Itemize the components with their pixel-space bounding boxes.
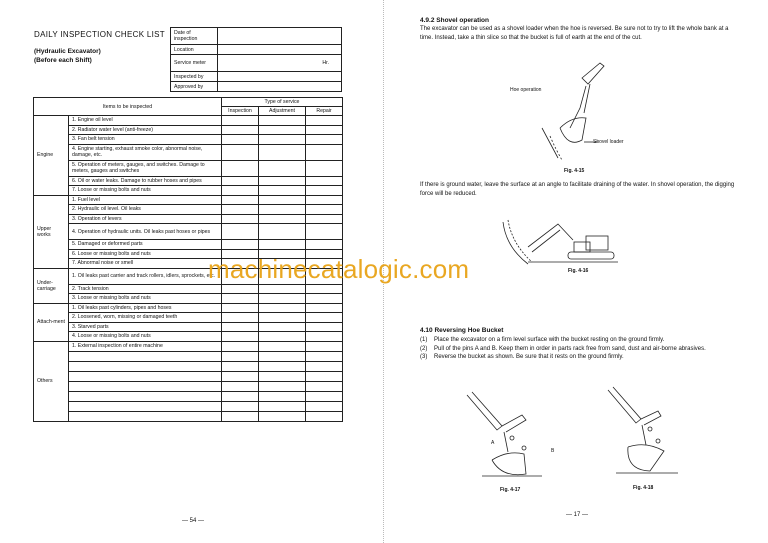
header-value-date[interactable] xyxy=(218,28,342,45)
cell[interactable] xyxy=(222,135,259,145)
cell[interactable] xyxy=(259,401,306,411)
header-label-date: Date of inspection xyxy=(171,28,218,45)
cell[interactable] xyxy=(306,401,343,411)
cell[interactable] xyxy=(222,160,259,176)
left-page-number: — 54 — xyxy=(182,518,205,524)
item: 2. Hydraulic oil level. Oil leaks xyxy=(69,205,222,215)
header-label-service-meter: Service meter xyxy=(171,55,218,72)
service-meter-unit: Hr. xyxy=(322,60,329,66)
item[interactable] xyxy=(69,411,222,421)
cell[interactable] xyxy=(306,240,343,250)
item: 1. Engine oil level xyxy=(69,116,222,126)
cell[interactable] xyxy=(306,135,343,145)
cell[interactable] xyxy=(259,303,306,313)
step-2 xyxy=(420,345,750,354)
cell[interactable] xyxy=(306,332,343,342)
cell[interactable] xyxy=(222,341,259,351)
cell[interactable] xyxy=(306,160,343,176)
section-4-9-2-text: The excavator can be used as a shovel loader when the hoe is reversed. Be sure not to try to lift the whole bank at a time. Instead, take a thin slice so that the bucket is full of earth at the end of the cut. xyxy=(420,26,729,41)
cell[interactable] xyxy=(259,391,306,401)
cell[interactable] xyxy=(222,351,259,361)
item: 7. Loose or missing bolts and nuts xyxy=(69,186,222,196)
cell[interactable] xyxy=(306,224,343,240)
group-upper-works: Upper works xyxy=(34,195,69,268)
item[interactable] xyxy=(69,371,222,381)
item: 4. Engine starting, exhaust smoke color, abnormal noise, damage, etc. xyxy=(69,144,222,160)
header-info-table xyxy=(170,27,342,92)
group-others: Others xyxy=(34,341,69,421)
cell[interactable] xyxy=(259,322,306,332)
cell[interactable] xyxy=(222,303,259,313)
cell[interactable] xyxy=(259,313,306,323)
cell[interactable] xyxy=(306,391,343,401)
item: 7. Abnormal noise or smell xyxy=(69,259,222,269)
item[interactable] xyxy=(69,361,222,371)
cell[interactable] xyxy=(306,116,343,126)
item: 1. Fuel level xyxy=(69,195,222,205)
cell[interactable] xyxy=(222,116,259,126)
fig-4-18-illustration xyxy=(598,385,688,480)
cell[interactable] xyxy=(259,195,306,205)
cell[interactable] xyxy=(306,351,343,361)
cell[interactable] xyxy=(306,341,343,351)
fig-4-15-label-hoe: Hoe operation xyxy=(510,87,542,93)
cell[interactable] xyxy=(222,381,259,391)
cell[interactable] xyxy=(306,214,343,224)
cell[interactable] xyxy=(259,361,306,371)
header-label-location: Location xyxy=(171,45,218,55)
cell[interactable] xyxy=(306,144,343,160)
cell[interactable] xyxy=(306,381,343,391)
fig-4-17-illustration xyxy=(462,390,572,485)
fig-4-18-caption: Fig. 4-18 xyxy=(633,485,654,491)
checklist-title: DAILY INSPECTION CHECK LIST xyxy=(34,30,165,39)
cell[interactable] xyxy=(306,411,343,421)
header-value-inspected-by[interactable] xyxy=(218,72,342,82)
item: 5. Operation of meters, gauges, and switches. Damage to meters, gauges and switches xyxy=(69,160,222,176)
cell[interactable] xyxy=(306,313,343,323)
fig-4-17-label-a: A xyxy=(491,440,495,446)
group-engine: Engine xyxy=(34,116,69,196)
cell[interactable] xyxy=(222,240,259,250)
cell[interactable] xyxy=(259,351,306,361)
cell[interactable] xyxy=(259,332,306,342)
item: 3. Loose or missing bolts and nuts xyxy=(69,294,222,304)
fig-4-15-caption: Fig. 4-15 xyxy=(564,168,585,174)
group-undercarriage: Under-carriage xyxy=(34,268,69,303)
item: 5. Damaged or deformed parts xyxy=(69,240,222,250)
group-attachment: Attach-ment xyxy=(34,303,69,341)
item: 3. Starved parts xyxy=(69,322,222,332)
cell[interactable] xyxy=(222,361,259,371)
step-1-num: (1) xyxy=(420,337,428,343)
cell[interactable] xyxy=(259,411,306,421)
cell[interactable] xyxy=(306,195,343,205)
right-page-number: — 17 — xyxy=(566,512,589,518)
item[interactable] xyxy=(69,391,222,401)
item[interactable] xyxy=(69,381,222,391)
cell[interactable] xyxy=(306,186,343,196)
header-label-approved-by: Approved by xyxy=(171,82,218,92)
fig-4-17-label-b: B xyxy=(551,448,555,454)
section-4-9-2-text2: If there is ground water, leave the surface at an angle to facilitate draining of the water. In shovel operation, the digging force will be reduced. xyxy=(420,182,735,197)
cell[interactable] xyxy=(306,294,343,304)
cell[interactable] xyxy=(306,176,343,186)
col-repair: Repair xyxy=(306,107,343,116)
cell[interactable] xyxy=(306,361,343,371)
step-3-text: Reverse the bucket as shown. Be sure that it rests on the ground firmly. xyxy=(434,354,624,360)
item: 2. Radiator water level (anti-freeze) xyxy=(69,125,222,135)
cell[interactable] xyxy=(259,205,306,215)
item: 6. Loose or missing bolts and nuts xyxy=(69,249,222,259)
cell[interactable] xyxy=(259,135,306,145)
cell[interactable] xyxy=(222,294,259,304)
cell[interactable] xyxy=(259,294,306,304)
type-of-service-header: Type of service xyxy=(222,98,343,107)
cell[interactable] xyxy=(259,224,306,240)
item: 1. Oil leaks past carrier and track rollers, idlers, sprockets, etc. xyxy=(69,268,222,284)
cell[interactable] xyxy=(259,116,306,126)
item: 4. Loose or missing bolts and nuts xyxy=(69,332,222,342)
cell[interactable] xyxy=(222,214,259,224)
section-4-9-2-heading: 4.9.2 Shovel operation xyxy=(420,17,489,24)
cell[interactable] xyxy=(306,371,343,381)
fig-4-16-caption: Fig. 4-16 xyxy=(568,268,589,274)
step-2-num: (2) xyxy=(420,345,428,352)
cell[interactable] xyxy=(222,125,259,135)
cell[interactable] xyxy=(259,284,306,294)
cell[interactable] xyxy=(259,341,306,351)
cell[interactable] xyxy=(222,371,259,381)
steps-list xyxy=(420,336,750,362)
subtitle-machine: (Hydraulic Excavator) xyxy=(34,48,101,55)
cell[interactable] xyxy=(222,284,259,294)
cell[interactable] xyxy=(222,186,259,196)
cell[interactable] xyxy=(259,186,306,196)
cell[interactable] xyxy=(259,240,306,250)
step-3 xyxy=(420,353,750,362)
cell[interactable] xyxy=(306,125,343,135)
cell[interactable] xyxy=(306,284,343,294)
step-1-text: Place the excavator on a firm level surface with the bucket resting on the ground firmly. xyxy=(434,337,665,343)
cell[interactable] xyxy=(222,411,259,421)
cell[interactable] xyxy=(306,322,343,332)
cell[interactable] xyxy=(222,195,259,205)
items-header: Items to be inspected xyxy=(34,98,222,116)
item[interactable] xyxy=(69,351,222,361)
item: 3. Fan belt tension xyxy=(69,135,222,145)
cell[interactable] xyxy=(222,401,259,411)
cell[interactable] xyxy=(222,144,259,160)
item: 6. Oil or water leaks. Damage to rubber hoses and pipes xyxy=(69,176,222,186)
item: 2. Loosened, worn, missing or damaged teeth xyxy=(69,313,222,323)
cell[interactable] xyxy=(222,322,259,332)
cell[interactable] xyxy=(259,125,306,135)
item: 4. Operation of hydraulic units. Oil leaks past hoses or pipes xyxy=(69,224,222,240)
subtitle-shift: (Before each Shift) xyxy=(34,57,92,64)
cell[interactable] xyxy=(306,303,343,313)
cell[interactable] xyxy=(222,205,259,215)
item: 1. External inspection of entire machine xyxy=(69,341,222,351)
cell[interactable] xyxy=(259,371,306,381)
col-inspection: Inspection xyxy=(222,107,259,116)
cell[interactable] xyxy=(222,332,259,342)
item: 2. Track tension xyxy=(69,284,222,294)
checklist-subtitle xyxy=(34,47,101,65)
cell[interactable] xyxy=(222,176,259,186)
cell[interactable] xyxy=(259,144,306,160)
fig-4-15-illustration xyxy=(520,58,640,168)
cell[interactable] xyxy=(259,381,306,391)
header-label-inspected-by: Inspected by xyxy=(171,72,218,82)
cell[interactable] xyxy=(259,160,306,176)
cell[interactable] xyxy=(222,391,259,401)
step-1 xyxy=(420,336,750,345)
fig-4-16-illustration xyxy=(498,212,628,267)
cell[interactable] xyxy=(306,205,343,215)
step-3-num: (3) xyxy=(420,354,428,360)
step-2-text: Pull of the pins A and B. Keep them in order in parts rack free from sand, dust and air-borne abrasives. xyxy=(434,345,706,352)
cell[interactable] xyxy=(222,224,259,240)
cell[interactable] xyxy=(259,214,306,224)
header-value-approved-by[interactable] xyxy=(218,82,342,92)
col-adjustment: Adjustment xyxy=(259,107,306,116)
fig-4-15-label-shovel: Shovel loader xyxy=(593,139,624,145)
cell[interactable] xyxy=(259,176,306,186)
header-value-service-meter[interactable] xyxy=(218,55,342,72)
cell[interactable] xyxy=(222,313,259,323)
watermark: machinecatalogic.com xyxy=(208,254,470,284)
fig-4-17-caption: Fig. 4-17 xyxy=(500,487,521,493)
item[interactable] xyxy=(69,401,222,411)
header-value-location[interactable] xyxy=(218,45,342,55)
section-4-10-heading: 4.10 Reversing Hoe Bucket xyxy=(420,327,504,334)
item: 3. Operation of levers xyxy=(69,214,222,224)
item: 1. Oil leaks past cylinders, pipes and hoses xyxy=(69,303,222,313)
